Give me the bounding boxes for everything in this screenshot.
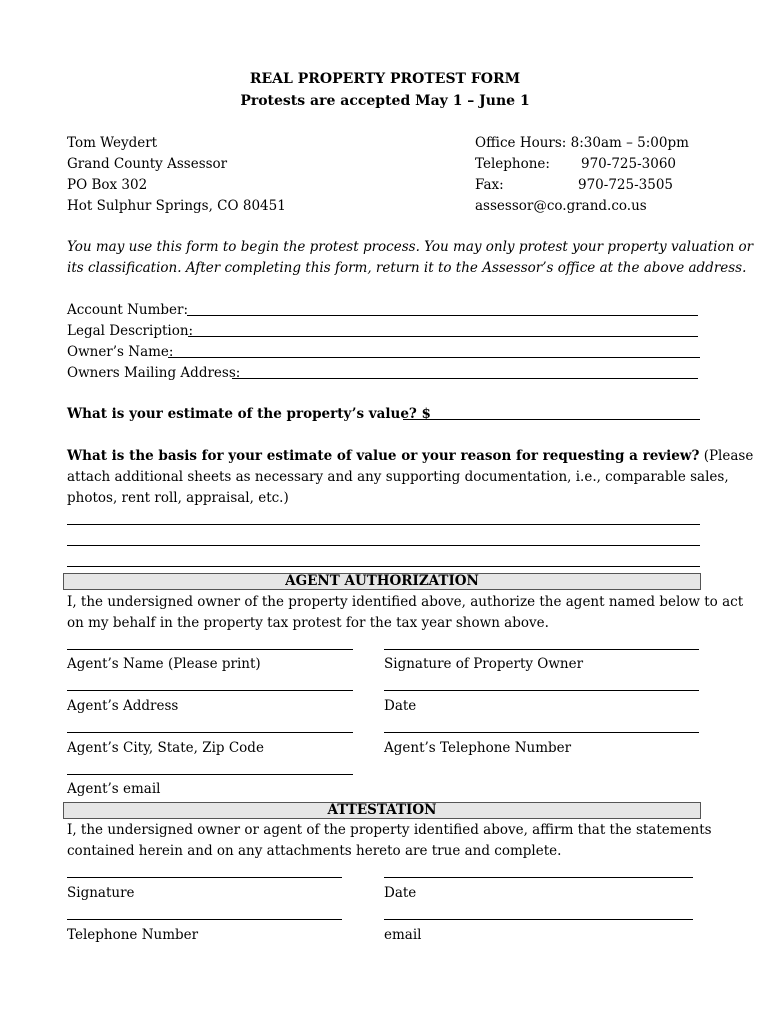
legal-description-label: Legal Description: — [67, 323, 194, 339]
attestation-email-field[interactable] — [384, 919, 693, 920]
attestation-date-label: Date — [384, 885, 417, 901]
mailing-address-field[interactable] — [232, 378, 698, 379]
telephone-label: Telephone: — [475, 156, 550, 172]
agent-telephone-field[interactable] — [384, 732, 699, 733]
agent-address-field[interactable] — [67, 690, 353, 691]
basis-question-bold: What is the basis for your estimate of value or your reason for requesting a review? — [67, 448, 700, 464]
instructions-line-2: its classification. After completing this form, return it to the Assessor’s office at the above address. — [67, 260, 747, 276]
agent-authorization-text-1: I, the undersigned owner of the property identified above, authorize the agent named below to act — [67, 594, 744, 610]
agent-email-label: Agent’s email — [67, 781, 161, 797]
attestation-telephone-label: Telephone Number — [67, 927, 199, 943]
legal-description-field[interactable] — [188, 336, 698, 337]
estimate-value-field[interactable] — [403, 419, 700, 420]
attestation-telephone-field[interactable] — [67, 919, 342, 920]
attestation-signature-label: Signature — [67, 885, 135, 901]
fax-label: Fax: — [475, 177, 504, 193]
agent-city-label: Agent’s City, State, Zip Code — [67, 740, 264, 756]
attestation-heading: ATTESTATION — [63, 802, 701, 819]
basis-answer-line[interactable] — [67, 524, 700, 525]
owners-name-field[interactable] — [168, 357, 700, 358]
basis-answer-line[interactable] — [67, 566, 700, 567]
basis-question-line-2: attach additional sheets as necessary and any supporting documentation, i.e., comparable sales, — [67, 469, 729, 485]
telephone-value: 970-725-3060 — [581, 156, 677, 172]
basis-question-line-3: photos, rent roll, appraisal, etc.) — [67, 490, 289, 506]
attestation-date-field[interactable] — [384, 877, 693, 878]
agent-city-field[interactable] — [67, 732, 353, 733]
agent-address-label: Agent’s Address — [67, 698, 179, 714]
contact-name: Tom Weydert — [67, 135, 158, 151]
attestation-email-label: email — [384, 927, 422, 943]
account-number-label: Account Number: — [67, 302, 189, 318]
basis-answer-line[interactable] — [67, 545, 700, 546]
attestation-text-1: I, the undersigned owner or agent of the property identified above, affirm that the statements — [67, 822, 712, 838]
office-hours: Office Hours: 8:30am – 5:00pm — [475, 135, 689, 151]
basis-question-line-1 — [67, 448, 753, 464]
owner-signature-field[interactable] — [384, 649, 699, 650]
fax-value: 970-725-3505 — [578, 177, 674, 193]
attestation-text-2: contained herein and on any attachments hereto are true and complete. — [67, 843, 562, 859]
basis-question-rest: (Please — [703, 448, 754, 464]
contact-title: Grand County Assessor — [67, 156, 228, 172]
authorization-date-field[interactable] — [384, 690, 699, 691]
agent-name-label: Agent’s Name (Please print) — [67, 656, 261, 672]
estimate-question: What is your estimate of the property’s value? $ — [67, 406, 431, 422]
contact-po-box: PO Box 302 — [67, 177, 148, 193]
authorization-date-label: Date — [384, 698, 417, 714]
owner-signature-label: Signature of Property Owner — [384, 656, 584, 672]
account-number-field[interactable] — [187, 315, 698, 316]
agent-authorization-heading: AGENT AUTHORIZATION — [63, 573, 701, 590]
contact-city: Hot Sulphur Springs, CO 80451 — [67, 198, 286, 214]
assessor-email: assessor@co.grand.co.us — [475, 198, 647, 214]
instructions-line-1: You may use this form to begin the protest process. You may only protest your property valuation or — [67, 239, 754, 255]
agent-authorization-text-2: on my behalf in the property tax protest for the tax year shown above. — [67, 615, 549, 631]
owners-name-label: Owner’s Name: — [67, 344, 174, 360]
form-subtitle: Protests are accepted May 1 – June 1 — [240, 93, 530, 109]
agent-telephone-label: Agent’s Telephone Number — [384, 740, 572, 756]
form-title: REAL PROPERTY PROTEST FORM — [249, 71, 521, 87]
agent-name-field[interactable] — [67, 649, 353, 650]
mailing-address-label: Owners Mailing Address: — [67, 365, 241, 381]
agent-email-field[interactable] — [67, 774, 353, 775]
attestation-signature-field[interactable] — [67, 877, 342, 878]
